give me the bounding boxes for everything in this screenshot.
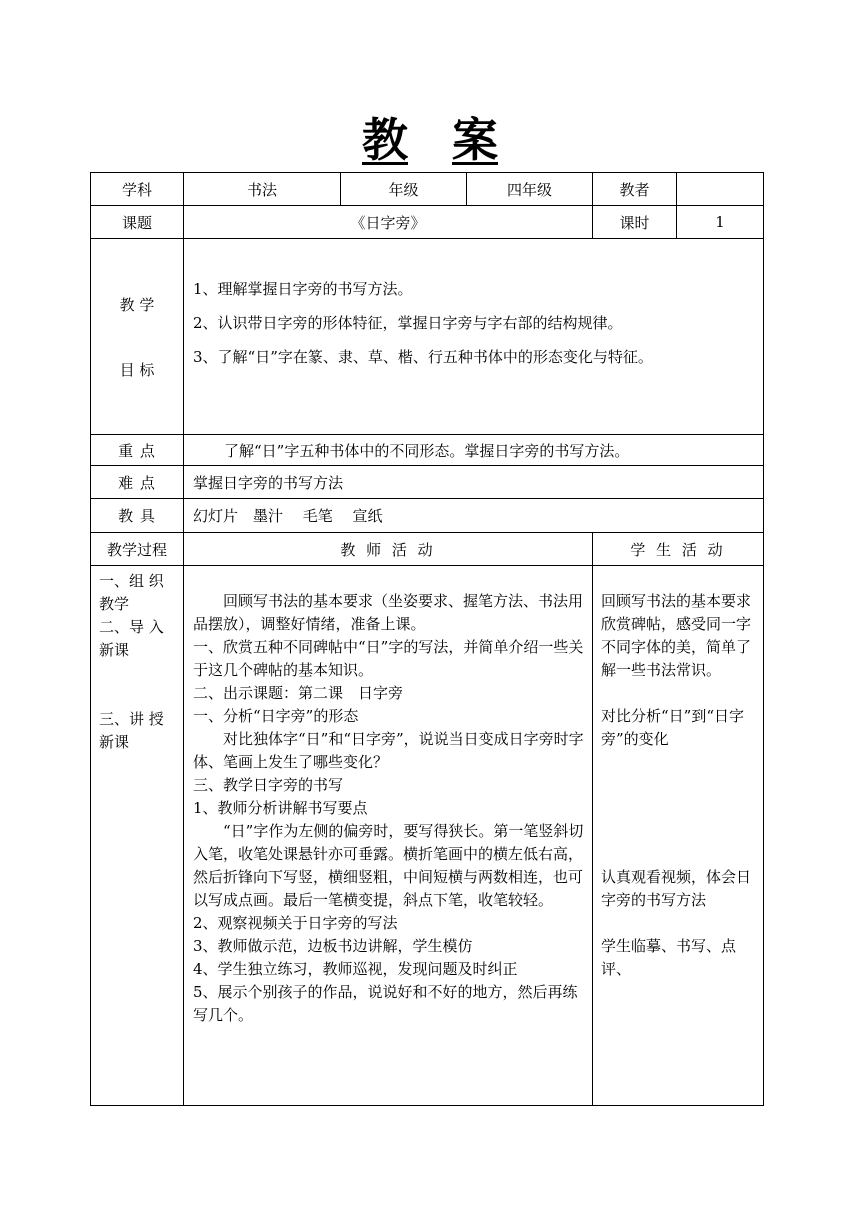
student-line: 学生临摹、书写、点评、 [601,937,737,978]
hours-value: 1 [677,206,764,239]
process-row [91,566,764,1106]
stage-line: 新课 [99,641,130,659]
goals-label-top: 教 学 [119,295,155,314]
stage-line: 新课 [99,733,130,751]
hours-label: 课时 [593,206,677,239]
grade-value: 四年级 [467,173,593,206]
process-stage-header: 教学过程 [91,533,184,566]
difficulty-label: 难 点 [91,466,184,499]
tools-row [91,499,764,533]
teacher-line: “日”字作为左侧的偏旁时，要写得狭长。第一笔竖斜切入笔，收笔处课悬针亦可垂露。横折笔画中的横左低右高，然后折锋向下写竖，横细竖粗，中间短横与两数相连，也可以写成点画。最后一笔横变提，斜点下笔，收笔较轻。 [193,822,584,909]
teacher-line: 回顾写书法的基本要求（坐姿要求、握笔方法、书法用品摆放），调整好情绪，准备上课。 [193,592,584,633]
key-point-row [91,435,764,466]
topic-label: 课题 [91,206,184,239]
subject-label: 学科 [91,173,184,206]
goal-item: 3、了解“日”字在篆、隶、草、楷、行五种书体中的形态变化与特征。 [193,348,653,366]
goals-row [91,239,764,435]
teacher-activities [184,566,593,1106]
teacher-line: 2、观察视频关于日字旁的写法 [193,914,398,932]
teacher-line: 4、学生独立练习，教师巡视，发现问题及时纠正 [193,960,518,978]
student-activities [593,566,764,1106]
key-point-label: 重 点 [91,435,184,466]
page-title [0,112,860,168]
student-line: 回顾写书法的基本要求 [601,592,752,610]
title-char-1: 教 [362,113,408,167]
process-header-row [91,533,764,566]
grade-label: 年级 [341,173,467,206]
teacher-line: 对比独体字“日”和“日字旁”，说说当日变成日字旁时字体、笔画上发生了哪些变化？ [193,730,584,771]
stage-line: 二、导 入 [99,618,164,636]
tools-label: 教 具 [91,499,184,533]
process-stages [91,566,184,1106]
goal-item: 2、认识带日字旁的形体特征，掌握日字旁与字右部的结构规律。 [193,314,623,332]
goals-content [184,239,764,435]
difficulty-row [91,466,764,499]
student-line: 认真观看视频，体会日字旁的书写方法 [601,868,752,909]
teacher-line: 二、出示课题：第二课 日字旁 [193,684,404,702]
teacher-value [677,173,764,206]
teacher-line: 3、教师做示范，边板书边讲解，学生模仿 [193,937,473,955]
teacher-line: 5、展示个别孩子的作品，说说好和不好的地方，然后再练写几个。 [193,983,578,1024]
teacher-line: 一、欣赏五种不同碑帖中“日”字的写法，并简单介绍一些关于这几个碑帖的基本知识。 [193,638,584,679]
student-line: 对比分析“日”到“日字旁”的变化 [601,707,745,748]
title-char-2: 案 [452,113,498,167]
stage-line: 教学 [99,595,130,613]
info-row-1 [91,173,764,206]
lesson-plan-table [90,172,764,1106]
goals-label [91,239,184,435]
key-point-value: 了解“日”字五种书体中的不同形态。掌握日字旁的书写方法。 [184,435,764,466]
stage-line: 一、组 织 [99,572,164,590]
goal-item: 1、理解掌握日字旁的书写方法。 [193,280,413,298]
teacher-line: 三、教学日字旁的书写 [193,776,344,794]
process-teacher-header: 教 师 活 动 [184,533,593,566]
topic-value: 《日字旁》 [184,206,593,239]
teacher-line: 1、教师分析讲解书写要点 [193,799,368,817]
teacher-label: 教者 [593,173,677,206]
teacher-line: 一、分析“日字旁”的形态 [193,707,359,725]
subject-value: 书法 [184,173,341,206]
info-row-2 [91,206,764,239]
difficulty-value: 掌握日字旁的书写方法 [184,466,764,499]
tools-value: 幻灯片 墨汁 毛笔 宣纸 [184,499,764,533]
goals-label-bottom: 目 标 [119,360,155,379]
student-line: 欣赏碑帖，感受同一字不同字体的美，简单了解一些书法常识。 [601,615,752,679]
stage-line: 三、讲 授 [99,710,164,728]
process-student-header: 学 生 活 动 [593,533,764,566]
